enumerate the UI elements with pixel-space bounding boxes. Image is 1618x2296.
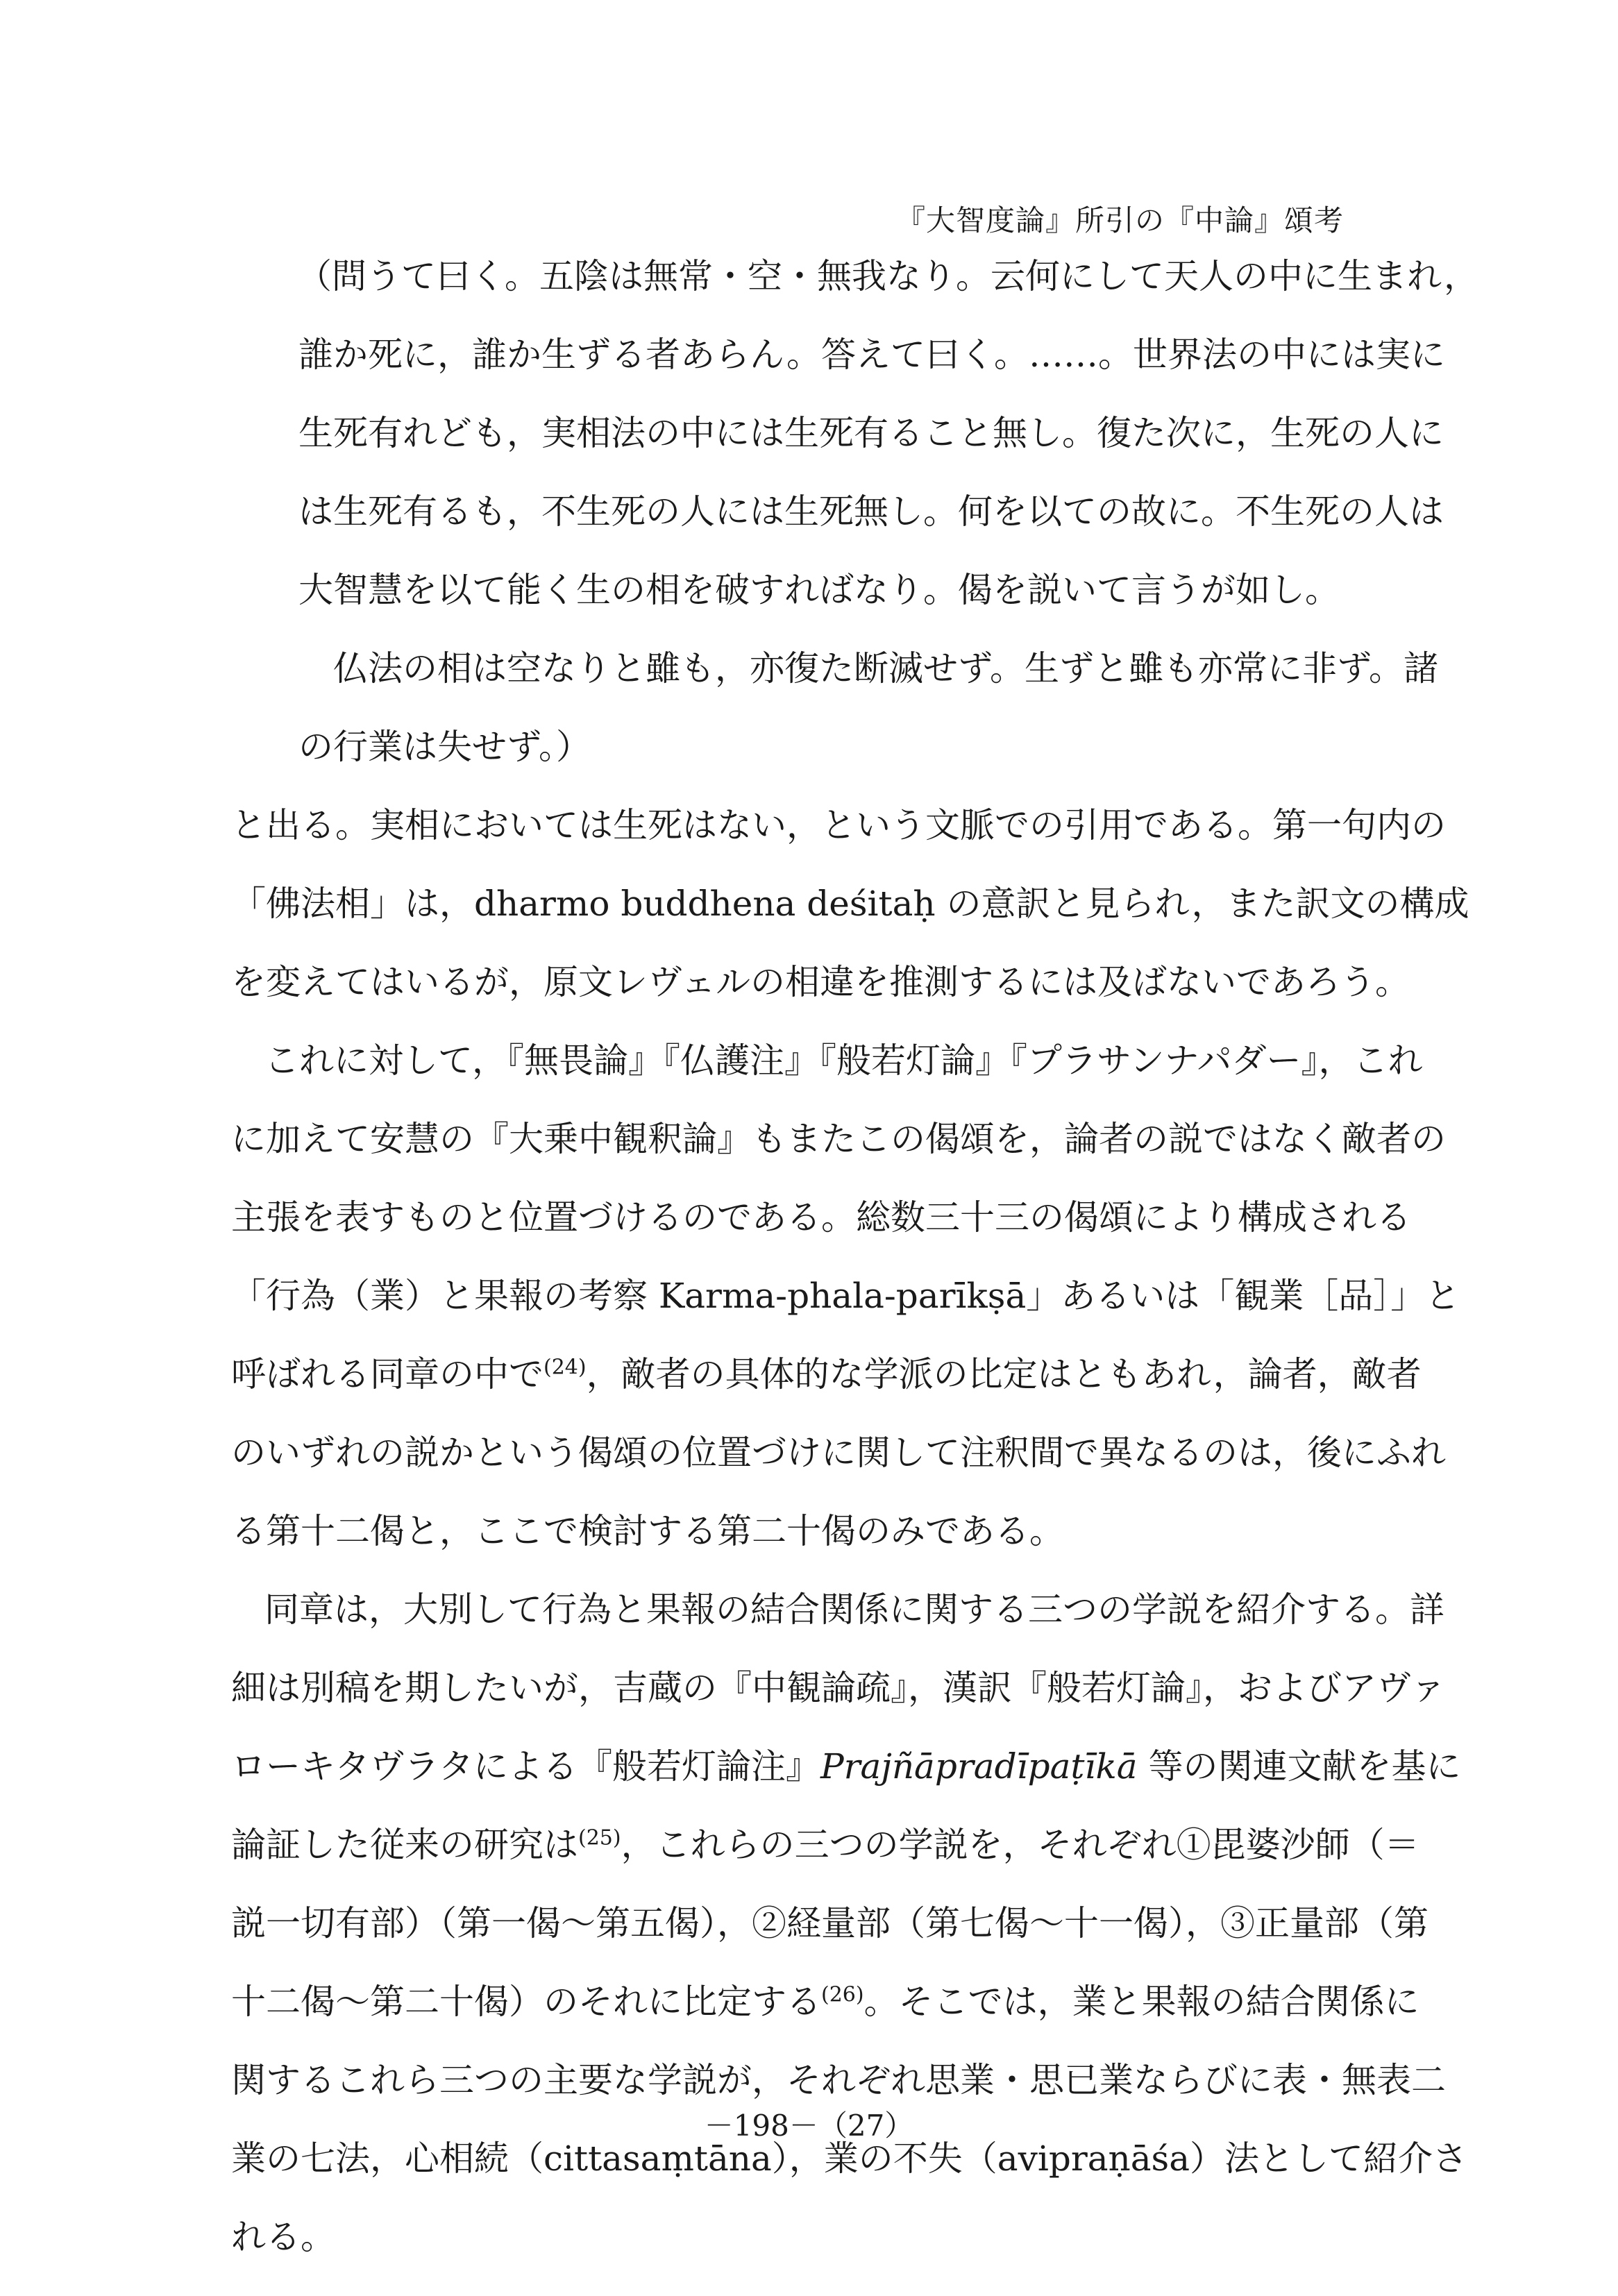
text-run: 呼ばれる同章の中で [231,1354,543,1394]
body-line: れる。 [231,2217,335,2257]
quote-line: 大智慧を以て能く生の相を破すればなり。偈を説いて言うが如し。 [298,570,1340,610]
quote-line: 生死有れども，実相法の中には生死有ること無し。復た次に，生死の人に [298,413,1444,453]
text-run: 十二偈～第二十偈）のそれに比定する [231,1982,821,2022]
text-run: 。そこでは，業と果報の結合関係に [863,1982,1419,2022]
body-line: 関するこれら三つの主要な学説が，それぞれ思業・思已業ならびに表・無表二 [231,2060,1446,2100]
text-run: ローキタヴラタによる『般若灯論注』 [231,1746,820,1787]
body-line: のいずれの説かという偈頌の位置づけに関して注釈間で異なるのは，後にふれ [231,1433,1446,1473]
body-line: 「佛法相」は，dharmo buddhena deśitaḥ の意訳と見られ，また訳文の構成 [231,884,1469,924]
body-line: 主張を表すものと位置づけるのである。総数三十三の偈頌により構成される [231,1197,1411,1238]
paragraph-start: 同章は，大別して行為と果報の結合関係に関する三つの学説を紹介する。詳 [264,1589,1444,1630]
sanskrit-title: Prajñāpradīpaṭīkā [820,1746,1138,1787]
body-line: 業の七法，心相続（cittasaṃtāna），業の不失（avipraṇāśa）法として紹介さ [231,2138,1468,2179]
body-line: と出る。実相においては生死はない，という文脈での引用である。第一句内の [231,805,1446,845]
body-line: 細は別稿を期したいが，吉蔵の『中観論疏』，漢訳『般若灯論』，およびアヴァ [231,1668,1446,1708]
body-line: 「行為（業）と果報の考察 Karma-phala-parīkṣā」あるいは「観業［品］」と [231,1276,1460,1316]
body-line: 説一切有部）（第一偈～第五偈），②経量部（第七偈～十一偈），③正量部（第 [231,1903,1429,1943]
text-run: 論証した従来の研究は [231,1825,578,1865]
verse-line: の行業は失せず。） [298,727,591,767]
text-run: ，これらの三つの学説を，それぞれ①毘婆沙師（＝ [621,1825,1419,1865]
quote-line: は生死有るも，不生死の人には生死無し。何を以ての故に。不生死の人は [298,491,1444,532]
body-line: を変えてはいるが，原文レヴェルの相違を推測するには及ばないであろう。 [231,962,1410,1002]
body-line [231,1746,1461,1787]
body-line [231,1353,1422,1395]
text-run: ，敵者の具体的な学派の比定はともあれ，論者，敵者 [586,1354,1422,1394]
body-line: る第十二偈と，ここで検討する第二十偈のみである。 [231,1511,1064,1551]
quote-line: （問うて曰く。五陰は無常・空・無我なり。云何にして天人の中に生まれ， [297,256,1478,296]
quote-line: 誰か死に，誰か生ずる者あらん。答えて曰く。……。世界法の中には実に [298,335,1445,375]
verse-line: 仏法の相は空なりと雖も，亦復た断滅せず。生ずと雖も亦常に非ず。諸 [333,648,1438,689]
footnote-ref: (24) [543,1355,587,1380]
running-header: 『大智度論』所引の『中論』頌考 [895,203,1344,237]
page-number: －198－（27） [704,2109,914,2143]
body-line [231,1824,1419,1866]
body-line: に加えて安慧の『大乗中観釈論』もまたこの偈頌を，論者の説ではなく敵者の [231,1119,1446,1159]
paragraph-start: これに対して，『無畏論』『仏護注』『般若灯論』『プラサンナパダー』，これ [264,1040,1423,1081]
text-run: 等の関連文献を基に [1137,1746,1461,1787]
footnote-ref: (26) [821,1982,864,2007]
footnote-ref: (25) [578,1825,621,1850]
body-line [231,1981,1419,2023]
